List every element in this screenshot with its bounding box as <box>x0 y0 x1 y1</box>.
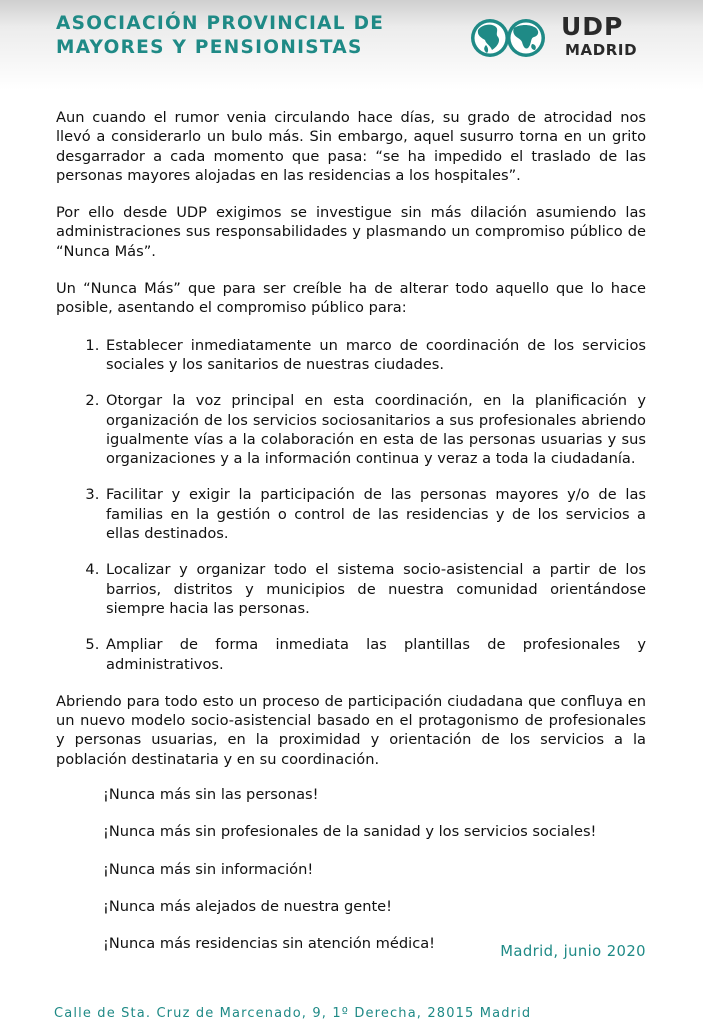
list-item: 2. Otorgar la voz principal en esta coordinación, en la planificación y organización de los servicios sociosanitarios a sus profesionales abriendo igualmente vías a la colaboración en esta de las personas usuarias y sus organizaciones y a la información continua y veraz a toda la ciudadanía. <box>104 391 646 468</box>
list-item: 4. Localizar y organizar todo el sistema socio-asistencial a partir de los barrios, distritos y municipios de nuestra comunidad orientándose siempre hacia las personas. <box>104 560 646 618</box>
exclamation-list <box>56 785 646 953</box>
list-item: 5. Ampliar de forma inmediata las plantillas de profesionales y administrativos. <box>104 635 646 674</box>
udp-logo <box>468 14 643 64</box>
paragraph: Un “Nunca Más” que para ser creíble ha de alterar todo aquello que lo hace posible, asentando el compromiso público para: <box>56 280 646 317</box>
paragraph: Por ello desde UDP exigimos se investigue sin más dilación asumiendo las administraciones sus responsabilidades y plasmando un compromiso público de “Nunca Más”. <box>56 204 646 260</box>
footer-address: Calle de Sta. Cruz de Marcenado, 9, 1º Derecha, 28015 Madrid <box>54 1006 532 1021</box>
demands-list <box>56 336 646 674</box>
paragraph: Aun cuando el rumor venia circulando hace días, su grado de atrocidad nos llevó a considerarlo un bulo más. Sin embargo, aquel susurro torna en un grito desgarrador a cada momento que pasa: “se ha impedido el traslado de las personas mayores alojadas en las residencias a los hospitales”. <box>56 109 646 184</box>
exclamation: ¡Nunca más sin profesionales de la sanidad y los servicios sociales! <box>103 823 597 841</box>
letter-body <box>56 108 646 972</box>
exclamation: ¡Nunca más alejados de nuestra gente! <box>103 897 392 915</box>
logo-udp-text: UDP <box>561 12 624 41</box>
closing-paragraph: Abriendo para todo esto un proceso de participación ciudadana que confluya en un nuevo modelo socio-asistencial basado en el protagonismo de profesionales y personas usuarias, en la proximidad y orientación de los servicios a la población destinataria y en su coordinación. <box>56 692 646 768</box>
exclamation: ¡Nunca más sin las personas! <box>103 786 319 804</box>
exclamation: ¡Nunca más sin información! <box>103 860 314 878</box>
logo-city-text: MADRID <box>565 41 638 59</box>
globe-icon <box>468 14 558 64</box>
signature-date: Madrid, junio 2020 <box>500 943 646 960</box>
exclamation: ¡Nunca más residencias sin atención médica! <box>103 935 436 953</box>
list-item: 1. Establecer inmediatamente un marco de coordinación de los servicios sociales y los sanitarios de nuestras ciudades. <box>104 336 646 375</box>
organization-title-line-1: ASOCIACIÓN PROVINCIAL DE <box>56 13 385 34</box>
organization-title-line-2: MAYORES Y PENSIONISTAS <box>56 37 363 58</box>
list-item: 3. Facilitar y exigir la participación de las personas mayores y/o de las familias en la gestión o control de las residencias y de los servicios a ellas destinados. <box>104 485 646 543</box>
organization-title <box>56 12 384 60</box>
